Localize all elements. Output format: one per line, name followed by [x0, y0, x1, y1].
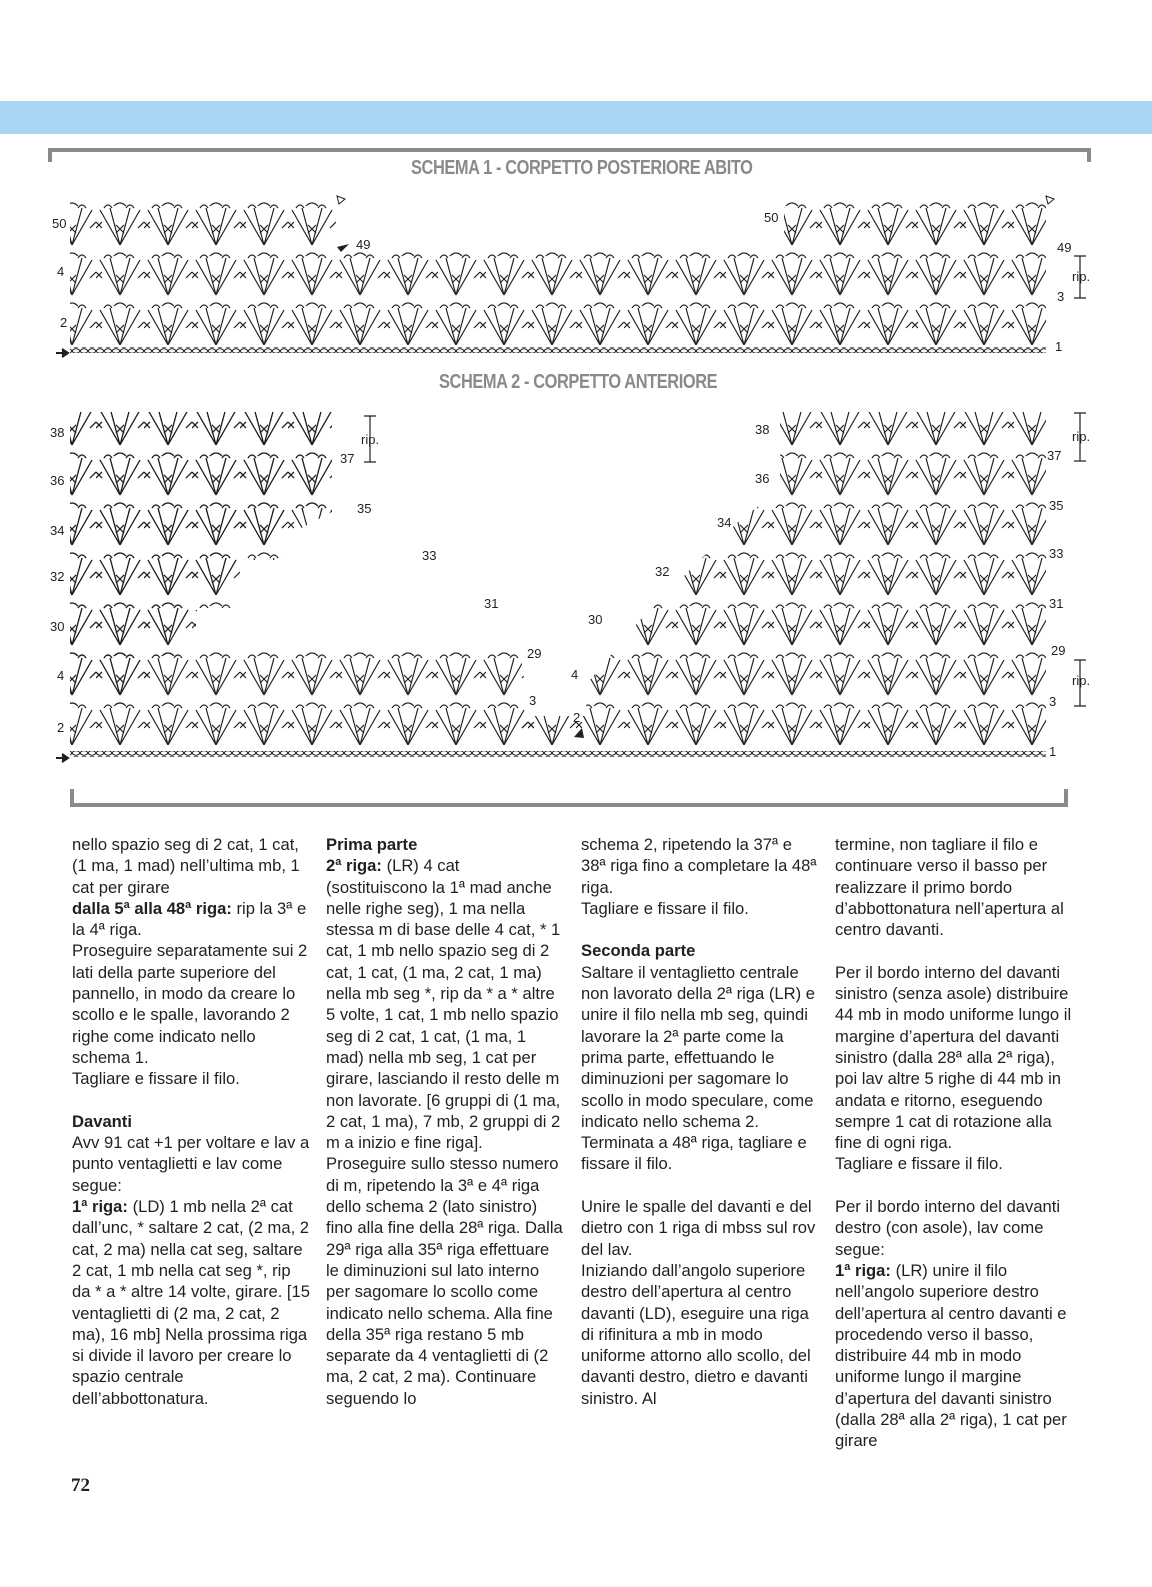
col4-bold: 1ª riga:: [835, 1260, 891, 1280]
s1-right-label-1: 1: [1055, 339, 1063, 354]
s1-right-label-3: 3: [1057, 289, 1065, 304]
s2-right-label-32: 32: [655, 564, 670, 579]
s2-right-label-36: 36: [755, 471, 770, 486]
s2-left-label-36: 36: [50, 473, 65, 488]
s2-left-label-2: 2: [57, 720, 65, 735]
s2-left-label-4: 4: [57, 668, 65, 683]
s2-right-side-29: 29: [1051, 643, 1066, 658]
s1-left-label-2: 2: [60, 315, 68, 330]
col3-paragraph: schema 2, ripetendo la 37ª e 38ª riga fino a completare la 48ª riga.: [581, 835, 817, 897]
s2-rep-label-left: rip.: [361, 432, 380, 447]
col4-paragraph: Per il bordo interno del davanti destro (con asole), lav come segue:: [835, 1197, 1061, 1259]
s2-left-side-29: 29: [527, 646, 542, 661]
schema1-title: SCHEMA 1 - CORPETTO POSTERIORE ABITO: [411, 157, 753, 179]
col1-paragraph: Tagliare e fissare il filo.: [72, 1069, 240, 1089]
heading-davanti: Davanti: [72, 1111, 132, 1131]
col3-paragraph: Iniziando dall’angolo superiore destro dell’apertura al centro davanti (LD), eseguire una riga di rifinitura a mb in modo uniforme attorno allo scollo, del davanti destro, dietro e davanti sinistro. Al: [581, 1260, 811, 1408]
heading-prima-parte: Prima parte: [326, 835, 418, 854]
col4-text: (LR) unire il filo nell’angolo superiore destro dell’apertura al centro davanti e procedendo verso il basso, distribuire 44 mb in modo uniforme lungo il margine d’apertura del davanti sinistro (dalla 28ª alla 2ª riga), 1 cat per girare: [835, 1260, 1067, 1451]
col1-paragraph: nello spazio seg di 2 cat, 1 cat, (1 ma, 1 mad) nell’ultima mb, 1 cat per girare: [72, 835, 300, 897]
s2-right-side-3: 3: [1049, 694, 1057, 709]
text-column-4: [835, 834, 1073, 1452]
col1-text: (LD) 1 mb nella 2ª cat dall’unc, * saltare 2 cat, (2 ma, 2 cat, 2 ma) nella cat seg, saltare 2 cat, 1 mb nella cat seg *, rip da * a * altre 14 volte, girare. [15 ventaglietti di (2 ma, 2 cat, 2 ma), 16 mb] Nella prossima riga si divide il lavoro per creare lo spazio centrale dell’abbottonatura.: [72, 1197, 310, 1408]
s2-left-label-38: 38: [50, 425, 65, 440]
s2-left-side-31: 31: [484, 596, 499, 611]
s2-right-side-31: 31: [1049, 596, 1064, 611]
schema1-chart: [56, 196, 1086, 357]
s2-rep-label-right-top: rip.: [1072, 429, 1091, 444]
col4-paragraph: Per il bordo interno del davanti sinistro (senza asole) distribuire 44 mb in modo uniforme lungo il margine d’apertura del davanti sinistro (dalla 28ª alla 2ª riga), poi lav altre 5 righe di 44 mb in andata e ritorno, eseguendo sempre 1 cat di rotazione alla fine di ogni riga.: [835, 962, 1072, 1153]
s2-right-side-1: 1: [1049, 744, 1057, 759]
s2-left-label-34: 34: [50, 523, 65, 538]
text-column-2: [326, 834, 564, 1409]
col1-text: rip la 3ª e la 4ª riga.: [72, 898, 307, 940]
s1-left-label-50: 50: [52, 216, 67, 231]
col4-paragraph: termine, non tagliare il filo e continuare verso il basso per realizzare il primo bordo d’abbottonatura nell’apertura al centro davanti.: [835, 835, 1064, 940]
s2-left-label-32: 32: [50, 569, 65, 584]
col4-paragraph: [835, 1260, 1073, 1452]
s1-right-label-49: 49: [1057, 240, 1072, 255]
s1-right-label-50: 50: [764, 210, 779, 225]
page-number: 72: [71, 1475, 90, 1496]
col4-paragraph: Tagliare e fissare il filo.: [835, 1154, 1003, 1174]
heading-seconda-parte: Seconda parte: [581, 941, 696, 961]
s1-rep-label: rip.: [1072, 269, 1091, 284]
col2-paragraph: [326, 855, 564, 1153]
col1-bold: 1ª riga:: [72, 1197, 128, 1217]
col1-bold: dalla 5ª alla 48ª riga:: [72, 898, 232, 918]
col3-paragraph: Unire le spalle del davanti e del dietro con 1 riga di mbss sul rov del lav.: [581, 1197, 816, 1259]
col2-paragraph: Proseguire sullo stesso numero di m, ripetendo la 3ª e 4ª riga dello schema 2 (lato sinistro) fino alla fine della 28ª riga. Dalla 29ª riga alla 35ª riga effettuare le diminuzioni sul lato interno per sagomare lo scollo come indicato nello schema. Alla fine della 35ª riga restano 5 mb separate da 4 ventaglietti di (2 ma, 2 cat, 2 ma). Continuare seguendo lo: [326, 1154, 563, 1408]
s1-left-marker-49: 49: [356, 237, 371, 252]
s2-right-side-33: 33: [1049, 546, 1064, 561]
s2-right-label-34: 34: [717, 515, 732, 530]
schema2-chart: [56, 412, 1086, 762]
s2-left-side-35: 35: [357, 501, 372, 516]
col1-paragraph: Avv 91 cat +1 per voltare e lav a punto ventaglietti e lav come segue:: [72, 1133, 310, 1195]
s2-right-side-37: 37: [1047, 448, 1062, 463]
col1-paragraph: Proseguire separatamente sui 2 lati della parte superiore del pannello, in modo da creare lo scollo e le spalle, lavorando 2 righe come indicato nello schema 1.: [72, 941, 308, 1067]
col2-text: (LR) 4 cat (sostituiscono la 1ª mad anche nelle righe seg), 1 ma nella stessa m di base delle 4 cat, * 1 cat, 1 mb nello spazio seg di 2 cat, 1 cat, (1 ma, 2 cat, 1 ma) nella mb seg *, rip da * a * altre 5 volte, 1 cat, 1 mb nello spazio seg di 2 cat, 1 cat, (1 ma, 1 mad) nella mb seg, 1 cat per girare, lasciando il resto delle m non lavorate. [6 gruppi di (1 ma, 2 cat, 1 ma), 7 mb, 2 gruppi di 2 m a inizio e fine riga].: [326, 856, 561, 1153]
col1-paragraph: [72, 898, 310, 941]
s2-right-label-2: 2: [573, 710, 581, 725]
s2-rep-label-right-bottom: rip.: [1072, 673, 1091, 688]
s2-left-label-30: 30: [50, 619, 65, 634]
col2-bold: 2ª riga:: [326, 856, 382, 876]
s2-left-side-33: 33: [422, 548, 437, 563]
s2-right-label-4: 4: [571, 667, 579, 682]
schema2-title: SCHEMA 2 - CORPETTO ANTERIORE: [439, 371, 718, 393]
s2-left-side-3: 3: [529, 693, 537, 708]
s2-right-label-38: 38: [755, 422, 770, 437]
col1-paragraph: [72, 1196, 310, 1409]
s1-left-label-4: 4: [57, 264, 65, 279]
text-column-3: [581, 834, 819, 1409]
s2-right-label-30: 30: [588, 612, 603, 627]
col3-paragraph: Tagliare e fissare il filo.: [581, 898, 749, 918]
col3-paragraph: Saltare il ventaglietto centrale non lavorato della 2ª riga (LR) e unire il filo nella mb seg, quindi lavorare la 2ª parte come la prima parte, effettuando le diminuzioni per sagomare lo scollo in modo speculare, come indicato nello schema 2. Terminata a 48ª riga, tagliare e fissare il filo.: [581, 962, 815, 1174]
s2-left-side-37: 37: [340, 451, 355, 466]
s2-right-side-35: 35: [1049, 498, 1064, 513]
text-column-1: [72, 834, 310, 1409]
